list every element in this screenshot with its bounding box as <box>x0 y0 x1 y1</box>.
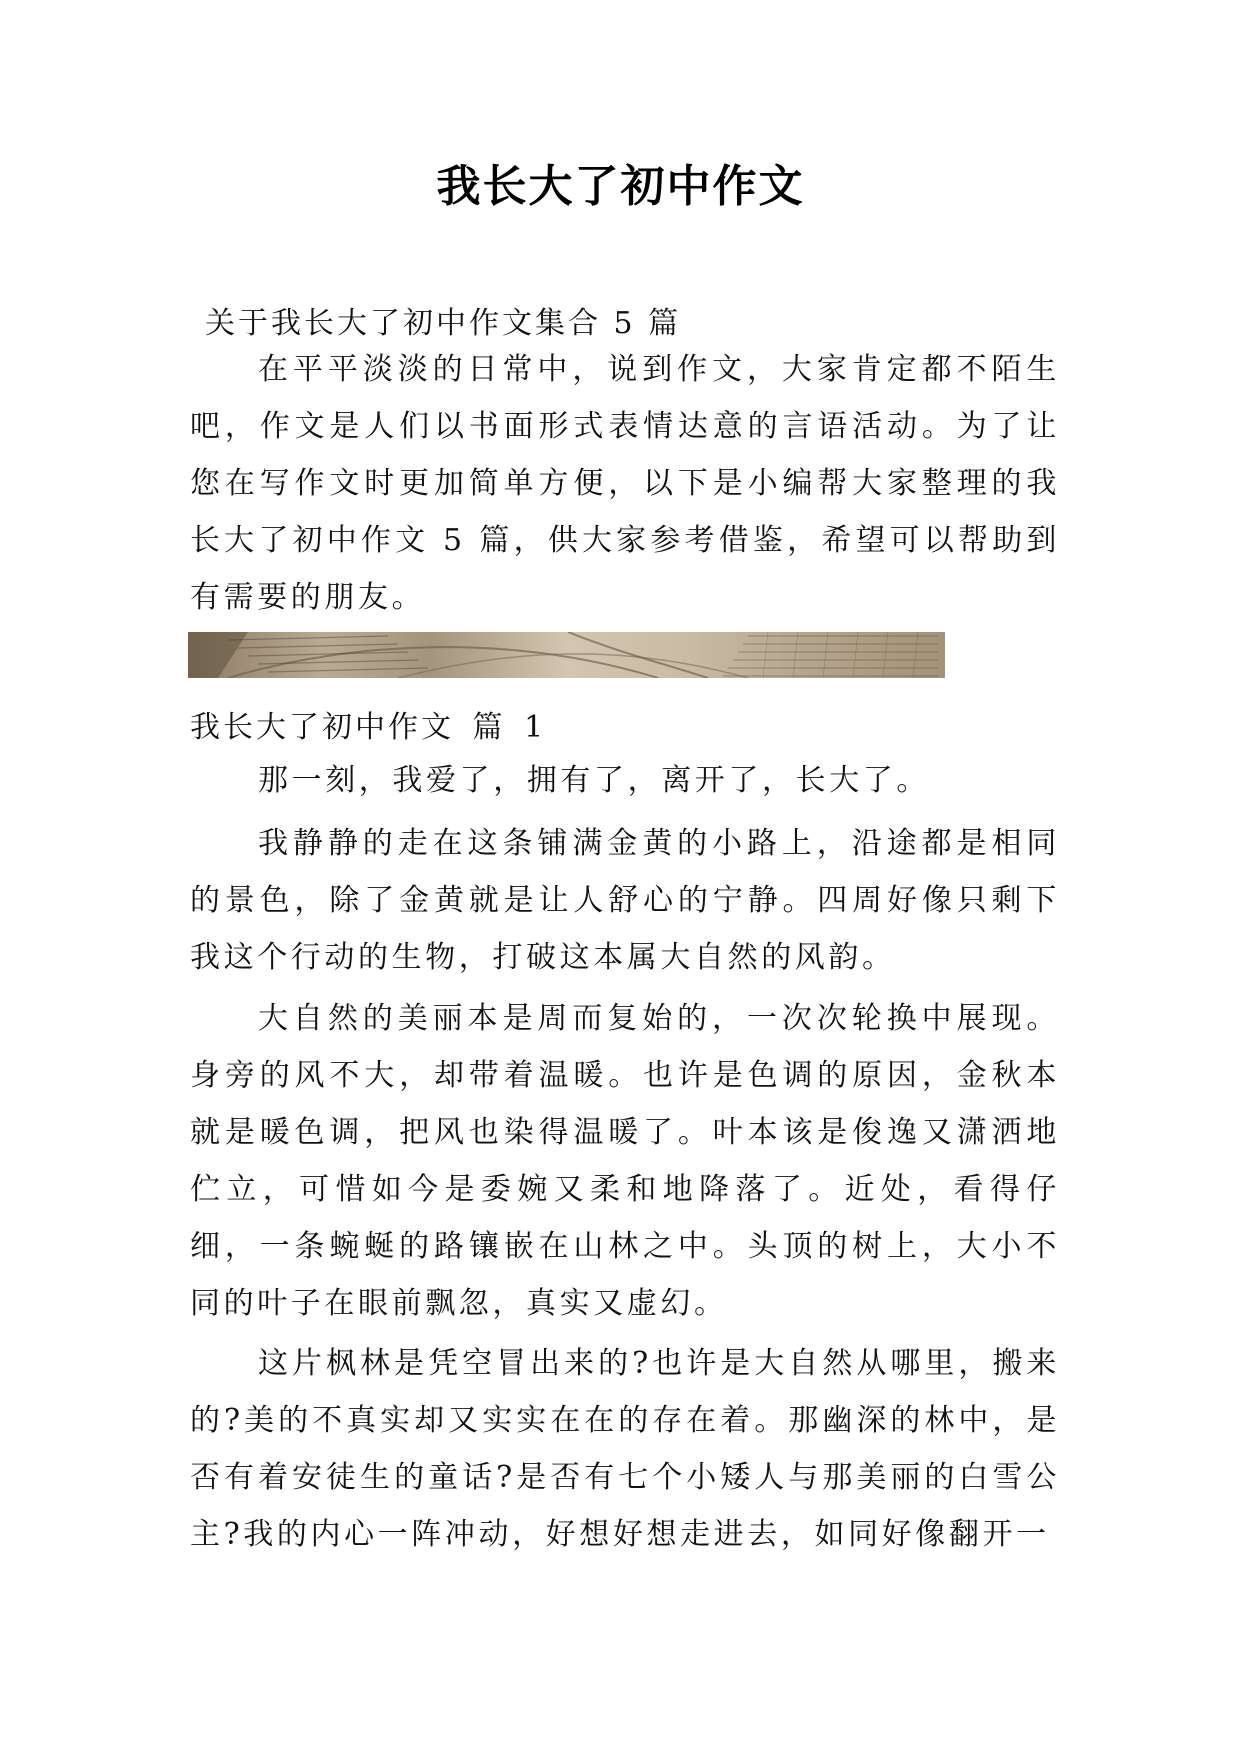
intro-paragraph: 在平平淡淡的日常中，说到作文，大家肯定都不陌生吧，作文是人们以书面形式表情达意的言语活动。为了让您在写作文时更加简单方便，以下是小编帮大家整理的我长大了初中作文 5 篇，供大家参考借鉴，希望可以帮助到有需要的朋友。 <box>190 352 1060 615</box>
body-paragraph: 那一刻，我爱了，拥有了，离开了，长大了。 <box>258 763 930 798</box>
book-pages-image <box>188 632 945 678</box>
document-subtitle: 关于我长大了初中作文集合 5 篇 <box>205 306 682 341</box>
page-title: 我长大了初中作文 <box>436 161 805 212</box>
section-heading: 我长大了初中作文 篇 1 <box>190 710 547 745</box>
body-paragraph: 我静静的走在这条铺满金黄的小路上，沿途都是相同的景色，除了金黄就是让人舒心的宁静。四周好像只剩下我这个行动的生物，打破这本属大自然的风韵。 <box>190 826 1060 975</box>
body-paragraph: 大自然的美丽本是周而复始的，一次次轮换中展现。身旁的风不大，却带着温暖。也许是色调的原因，金秋本就是暖色调，把风也染得温暖了。叶本该是俊逸又潇洒地伫立，可惜如今是委婉又柔和地降落了。近处，看得仔细，一条蜿蜒的路镶嵌在山林之中。头顶的树上，大小不同的叶子在眼前飘忽，真实又虚幻。 <box>190 1001 1060 1321</box>
body-paragraph: 这片枫林是凭空冒出来的?也许是大自然从哪里，搬来的?美的不真实却又实实在在的存在着。那幽深的林中，是否有着安徒生的童话?是否有七个小矮人与那美丽的白雪公主?我的内心一阵冲动，好想好想走进去，如同好像翻开一 <box>190 1346 1060 1552</box>
